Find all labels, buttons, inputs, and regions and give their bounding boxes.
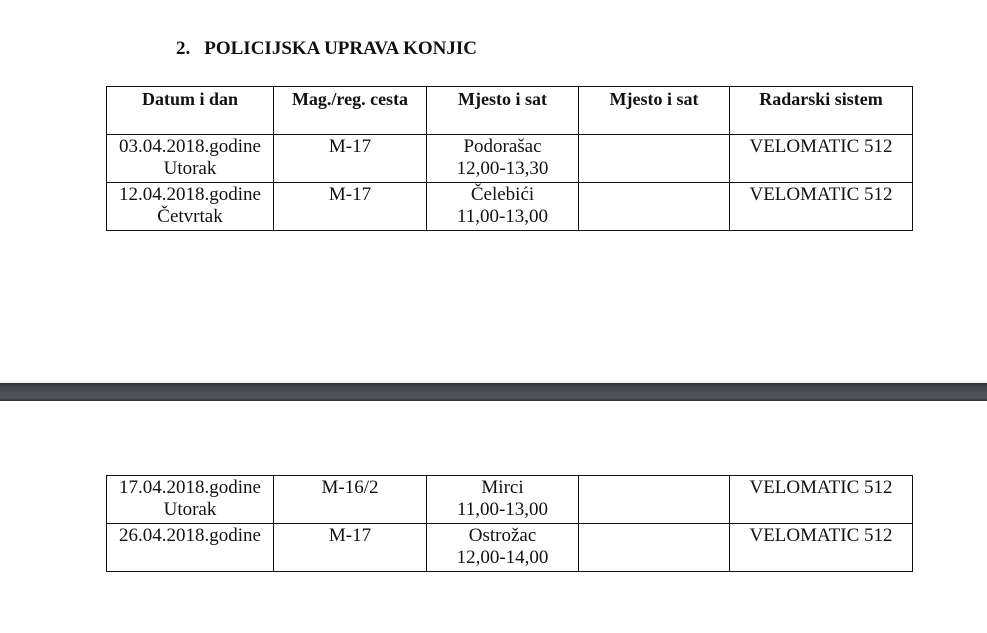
table-row — [107, 524, 913, 572]
cell-road — [274, 183, 427, 231]
cell-road — [274, 524, 427, 572]
day-text: Utorak — [163, 158, 217, 179]
radar-text: VELOMATIC 512 — [749, 525, 893, 546]
header-date-day: Datum i dan — [107, 87, 274, 135]
day-text: Utorak — [163, 499, 217, 520]
day-text: Četvrtak — [157, 206, 223, 227]
road-text: M-17 — [328, 525, 372, 546]
cell-date-day — [107, 135, 274, 183]
time-text: 12,00-14,00 — [456, 547, 549, 568]
cell-place-time-2 — [579, 183, 730, 231]
road-text: M-16/2 — [321, 477, 379, 498]
cell-radar-system — [730, 135, 913, 183]
cell-place-time — [427, 183, 579, 231]
date-text: 17.04.2018.godine — [119, 477, 261, 498]
radar-text: VELOMATIC 512 — [749, 477, 893, 498]
cell-place-time — [427, 524, 579, 572]
date-text: 26.04.2018.godine — [119, 525, 261, 546]
road-text: M-17 — [328, 136, 372, 157]
header-radar-system: Radarski sistem — [730, 87, 913, 135]
section-title-text: POLICIJSKA UPRAVA KONJIC — [204, 38, 477, 59]
cell-radar-system — [730, 524, 913, 572]
time-text: 12,00-13,30 — [456, 158, 549, 179]
page-separator — [0, 383, 987, 401]
road-text: M-17 — [328, 184, 372, 205]
cell-place-time-2 — [579, 524, 730, 572]
cell-date-day — [107, 476, 274, 524]
section-heading — [176, 38, 477, 60]
table-row — [107, 135, 913, 183]
date-text: 03.04.2018.godine — [119, 136, 261, 157]
radar-schedule-table-part-2 — [106, 475, 913, 572]
date-text: 12.04.2018.godine — [119, 184, 261, 205]
table-row — [107, 183, 913, 231]
radar-schedule-table-part-1 — [106, 86, 913, 231]
section-number: 2. — [176, 38, 191, 59]
cell-date-day — [107, 183, 274, 231]
cell-radar-system — [730, 476, 913, 524]
radar-text: VELOMATIC 512 — [749, 136, 893, 157]
place-text: Mirci — [481, 477, 524, 498]
time-text: 11,00-13,00 — [456, 499, 549, 520]
cell-date-day — [107, 524, 274, 572]
place-text: Ostrožac — [468, 525, 537, 546]
cell-place-time-2 — [579, 135, 730, 183]
table-row — [107, 476, 913, 524]
cell-place-time-2 — [579, 476, 730, 524]
cell-place-time — [427, 476, 579, 524]
cell-road — [274, 135, 427, 183]
table-header-row — [107, 87, 913, 135]
header-road: Mag./reg. cesta — [274, 87, 427, 135]
cell-road — [274, 476, 427, 524]
header-place-time: Mjesto i sat — [427, 87, 579, 135]
time-text: 11,00-13,00 — [456, 206, 549, 227]
cell-radar-system — [730, 183, 913, 231]
header-place-time-2: Mjesto i sat — [579, 87, 730, 135]
radar-text: VELOMATIC 512 — [749, 184, 893, 205]
place-text: Podorašac — [463, 136, 542, 157]
cell-place-time — [427, 135, 579, 183]
place-text: Čelebići — [470, 184, 535, 205]
